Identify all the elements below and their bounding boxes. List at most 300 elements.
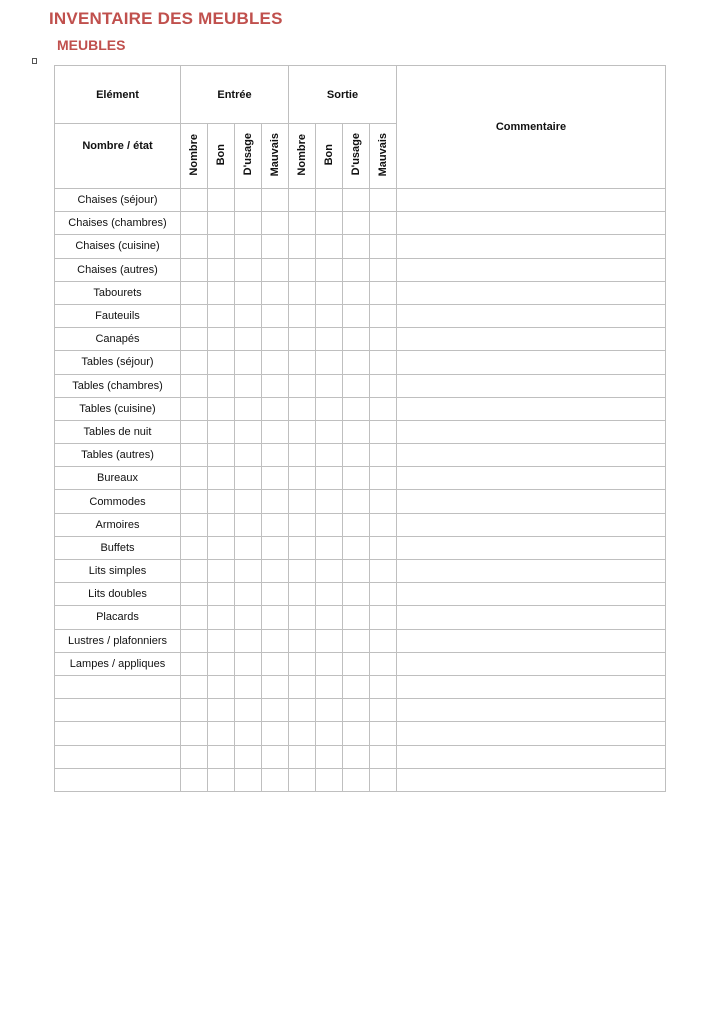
- cell-entree-bon[interactable]: [208, 328, 235, 351]
- cell-entree-mauvais[interactable]: [262, 745, 289, 768]
- cell-commentaire[interactable]: [397, 420, 666, 443]
- cell-sortie-mauvais[interactable]: [370, 652, 397, 675]
- table-row: [55, 328, 666, 351]
- cell-entree-nombre[interactable]: [181, 745, 208, 768]
- cell-sortie-mauvais[interactable]: [370, 374, 397, 397]
- cell-entree-bon[interactable]: [208, 606, 235, 629]
- cell-sortie-nombre[interactable]: [289, 397, 316, 420]
- cell-sortie-dusage[interactable]: [343, 212, 370, 235]
- cell-entree-dusage[interactable]: [235, 258, 262, 281]
- table-row: [55, 745, 666, 768]
- table-row: [55, 699, 666, 722]
- cell-entree-dusage[interactable]: [235, 513, 262, 536]
- cell-sortie-mauvais[interactable]: [370, 258, 397, 281]
- table-row: [55, 629, 666, 652]
- cell-entree-bon[interactable]: [208, 281, 235, 304]
- cell-sortie-mauvais[interactable]: [370, 768, 397, 791]
- cell-entree-bon[interactable]: [208, 420, 235, 443]
- cell-entree-bon[interactable]: [208, 258, 235, 281]
- cell-sortie-mauvais[interactable]: [370, 420, 397, 443]
- cell-entree-dusage[interactable]: [235, 490, 262, 513]
- header-sortie-mauvais: [370, 124, 397, 189]
- cell-entree-nombre[interactable]: [181, 351, 208, 374]
- cell-sortie-bon[interactable]: [316, 235, 343, 258]
- row-label: [55, 722, 181, 745]
- cell-commentaire[interactable]: [397, 212, 666, 235]
- cell-sortie-bon[interactable]: [316, 467, 343, 490]
- cell-entree-bon[interactable]: [208, 397, 235, 420]
- cell-entree-mauvais[interactable]: [262, 699, 289, 722]
- cell-entree-mauvais[interactable]: [262, 258, 289, 281]
- inventory-table-body: [55, 189, 666, 792]
- cell-entree-nombre[interactable]: [181, 513, 208, 536]
- row-label: Tables (cuisine): [55, 397, 181, 420]
- cell-sortie-nombre[interactable]: [289, 768, 316, 791]
- header-sortie-nombre: [289, 124, 316, 189]
- cell-entree-dusage[interactable]: [235, 467, 262, 490]
- cell-sortie-mauvais[interactable]: [370, 351, 397, 374]
- cell-commentaire[interactable]: [397, 490, 666, 513]
- cell-entree-dusage[interactable]: [235, 745, 262, 768]
- table-row: [55, 675, 666, 698]
- cell-sortie-mauvais[interactable]: [370, 560, 397, 583]
- table-row: [55, 490, 666, 513]
- cell-sortie-dusage[interactable]: [343, 467, 370, 490]
- cell-entree-bon[interactable]: [208, 189, 235, 212]
- cell-sortie-dusage[interactable]: [343, 490, 370, 513]
- cell-sortie-dusage[interactable]: [343, 583, 370, 606]
- cell-sortie-bon[interactable]: [316, 304, 343, 327]
- cell-sortie-bon[interactable]: [316, 652, 343, 675]
- cell-sortie-mauvais[interactable]: [370, 745, 397, 768]
- cell-sortie-mauvais[interactable]: [370, 304, 397, 327]
- cell-sortie-nombre[interactable]: [289, 444, 316, 467]
- cell-sortie-bon[interactable]: [316, 513, 343, 536]
- cell-entree-bon[interactable]: [208, 675, 235, 698]
- cell-sortie-dusage[interactable]: [343, 722, 370, 745]
- cell-entree-dusage[interactable]: [235, 675, 262, 698]
- cell-sortie-nombre[interactable]: [289, 536, 316, 559]
- cell-sortie-bon[interactable]: [316, 560, 343, 583]
- cell-sortie-dusage[interactable]: [343, 768, 370, 791]
- table-row: [55, 722, 666, 745]
- cell-sortie-dusage[interactable]: [343, 304, 370, 327]
- cell-sortie-mauvais[interactable]: [370, 583, 397, 606]
- cell-entree-dusage[interactable]: [235, 722, 262, 745]
- cell-sortie-mauvais[interactable]: [370, 675, 397, 698]
- row-label: Chaises (chambres): [55, 212, 181, 235]
- cell-entree-nombre[interactable]: [181, 304, 208, 327]
- cell-sortie-bon[interactable]: [316, 536, 343, 559]
- cell-sortie-nombre[interactable]: [289, 351, 316, 374]
- cell-sortie-bon[interactable]: [316, 768, 343, 791]
- cell-entree-nombre[interactable]: [181, 699, 208, 722]
- cell-entree-dusage[interactable]: [235, 652, 262, 675]
- cell-entree-bon[interactable]: [208, 583, 235, 606]
- cell-sortie-mauvais[interactable]: [370, 629, 397, 652]
- row-label: Chaises (séjour): [55, 189, 181, 212]
- table-row: [55, 304, 666, 327]
- header-element: Elément: [55, 66, 181, 124]
- cell-entree-nombre[interactable]: [181, 258, 208, 281]
- cell-sortie-bon[interactable]: [316, 258, 343, 281]
- cell-commentaire[interactable]: [397, 675, 666, 698]
- cell-commentaire[interactable]: [397, 583, 666, 606]
- row-label: Buffets: [55, 536, 181, 559]
- cell-entree-dusage[interactable]: [235, 304, 262, 327]
- cell-sortie-nombre[interactable]: [289, 513, 316, 536]
- cell-entree-nombre[interactable]: [181, 583, 208, 606]
- cell-sortie-nombre[interactable]: [289, 490, 316, 513]
- cell-entree-dusage[interactable]: [235, 583, 262, 606]
- row-label: [55, 699, 181, 722]
- cell-commentaire[interactable]: [397, 189, 666, 212]
- table-row: [55, 536, 666, 559]
- cell-entree-mauvais[interactable]: [262, 281, 289, 304]
- cell-sortie-bon[interactable]: [316, 420, 343, 443]
- cell-entree-mauvais[interactable]: [262, 768, 289, 791]
- cell-entree-bon[interactable]: [208, 722, 235, 745]
- cell-entree-mauvais[interactable]: [262, 513, 289, 536]
- cell-entree-mauvais[interactable]: [262, 351, 289, 374]
- cell-sortie-dusage[interactable]: [343, 675, 370, 698]
- cell-sortie-nombre[interactable]: [289, 606, 316, 629]
- row-label: Commodes: [55, 490, 181, 513]
- cell-entree-bon[interactable]: [208, 490, 235, 513]
- cell-sortie-dusage[interactable]: [343, 258, 370, 281]
- cell-entree-bon[interactable]: [208, 212, 235, 235]
- cell-entree-dusage[interactable]: [235, 606, 262, 629]
- cell-sortie-bon[interactable]: [316, 629, 343, 652]
- cell-commentaire[interactable]: [397, 304, 666, 327]
- table-row: [55, 212, 666, 235]
- cell-entree-bon[interactable]: [208, 745, 235, 768]
- cell-commentaire[interactable]: [397, 768, 666, 791]
- cell-commentaire[interactable]: [397, 722, 666, 745]
- cell-entree-dusage[interactable]: [235, 374, 262, 397]
- cell-sortie-mauvais[interactable]: [370, 490, 397, 513]
- cell-sortie-bon[interactable]: [316, 490, 343, 513]
- cell-sortie-dusage[interactable]: [343, 745, 370, 768]
- cell-sortie-nombre[interactable]: [289, 699, 316, 722]
- cell-commentaire[interactable]: [397, 536, 666, 559]
- cell-entree-mauvais[interactable]: [262, 536, 289, 559]
- cell-entree-mauvais[interactable]: [262, 490, 289, 513]
- cell-sortie-nombre[interactable]: [289, 467, 316, 490]
- cell-entree-nombre[interactable]: [181, 467, 208, 490]
- cell-sortie-bon[interactable]: [316, 606, 343, 629]
- cell-entree-dusage[interactable]: [235, 629, 262, 652]
- cell-entree-dusage[interactable]: [235, 536, 262, 559]
- cell-entree-mauvais[interactable]: [262, 722, 289, 745]
- row-label: Lampes / appliques: [55, 652, 181, 675]
- cell-entree-mauvais[interactable]: [262, 583, 289, 606]
- row-label: Placards: [55, 606, 181, 629]
- cell-entree-nombre[interactable]: [181, 606, 208, 629]
- cell-entree-bon[interactable]: [208, 374, 235, 397]
- cell-entree-mauvais[interactable]: [262, 606, 289, 629]
- cell-entree-nombre[interactable]: [181, 560, 208, 583]
- row-label: Tables (chambres): [55, 374, 181, 397]
- cell-entree-dusage[interactable]: [235, 420, 262, 443]
- cell-sortie-dusage[interactable]: [343, 351, 370, 374]
- cell-entree-dusage[interactable]: [235, 281, 262, 304]
- cell-entree-mauvais[interactable]: [262, 629, 289, 652]
- table-row: [55, 189, 666, 212]
- cell-entree-dusage[interactable]: [235, 351, 262, 374]
- row-label: Tabourets: [55, 281, 181, 304]
- cell-sortie-mauvais[interactable]: [370, 281, 397, 304]
- cell-sortie-mauvais[interactable]: [370, 467, 397, 490]
- cell-entree-nombre[interactable]: [181, 444, 208, 467]
- row-label: Bureaux: [55, 467, 181, 490]
- cell-sortie-nombre[interactable]: [289, 420, 316, 443]
- cell-commentaire[interactable]: [397, 444, 666, 467]
- cell-sortie-nombre[interactable]: [289, 258, 316, 281]
- cell-sortie-nombre[interactable]: [289, 328, 316, 351]
- cell-commentaire[interactable]: [397, 745, 666, 768]
- cell-sortie-bon[interactable]: [316, 328, 343, 351]
- table-row: [55, 513, 666, 536]
- cell-entree-nombre[interactable]: [181, 420, 208, 443]
- cell-sortie-mauvais[interactable]: [370, 606, 397, 629]
- cell-sortie-bon[interactable]: [316, 699, 343, 722]
- cell-entree-nombre[interactable]: [181, 768, 208, 791]
- header-entree-nombre: [181, 124, 208, 189]
- cell-sortie-nombre[interactable]: [289, 189, 316, 212]
- cell-sortie-dusage[interactable]: [343, 444, 370, 467]
- cell-entree-dusage[interactable]: [235, 444, 262, 467]
- cell-entree-bon[interactable]: [208, 768, 235, 791]
- cell-commentaire[interactable]: [397, 258, 666, 281]
- document-title: INVENTAIRE DES MEUBLES: [49, 9, 283, 28]
- cell-entree-dusage[interactable]: [235, 212, 262, 235]
- cell-commentaire[interactable]: [397, 281, 666, 304]
- cell-entree-bon[interactable]: [208, 560, 235, 583]
- cell-sortie-mauvais[interactable]: [370, 513, 397, 536]
- cell-commentaire[interactable]: [397, 374, 666, 397]
- header-nombre-etat-label: Nombre / état: [82, 140, 153, 152]
- cell-sortie-bon[interactable]: [316, 212, 343, 235]
- cell-entree-mauvais[interactable]: [262, 467, 289, 490]
- cell-entree-dusage[interactable]: [235, 328, 262, 351]
- cell-entree-bon[interactable]: [208, 467, 235, 490]
- cell-sortie-dusage[interactable]: [343, 513, 370, 536]
- row-label: [55, 745, 181, 768]
- cell-sortie-bon[interactable]: [316, 583, 343, 606]
- cell-entree-mauvais[interactable]: [262, 444, 289, 467]
- cell-entree-bon[interactable]: [208, 304, 235, 327]
- cell-sortie-bon[interactable]: [316, 397, 343, 420]
- cell-sortie-nombre[interactable]: [289, 212, 316, 235]
- row-label: Tables de nuit: [55, 420, 181, 443]
- cell-sortie-mauvais[interactable]: [370, 397, 397, 420]
- row-label: [55, 768, 181, 791]
- cell-commentaire[interactable]: [397, 467, 666, 490]
- header-entree-bon: [208, 124, 235, 189]
- row-label: Chaises (cuisine): [55, 235, 181, 258]
- cell-sortie-dusage[interactable]: [343, 560, 370, 583]
- cell-sortie-nombre[interactable]: [289, 745, 316, 768]
- cell-entree-mauvais[interactable]: [262, 374, 289, 397]
- cell-entree-dusage[interactable]: [235, 560, 262, 583]
- cell-sortie-mauvais[interactable]: [370, 235, 397, 258]
- cell-entree-bon[interactable]: [208, 629, 235, 652]
- cell-sortie-dusage[interactable]: [343, 374, 370, 397]
- cell-sortie-nombre[interactable]: [289, 235, 316, 258]
- cell-sortie-dusage[interactable]: [343, 606, 370, 629]
- cell-entree-nombre[interactable]: [181, 189, 208, 212]
- cell-entree-nombre[interactable]: [181, 536, 208, 559]
- cell-sortie-dusage[interactable]: [343, 652, 370, 675]
- cell-entree-dusage[interactable]: [235, 235, 262, 258]
- cell-sortie-nombre[interactable]: [289, 374, 316, 397]
- section-title: MEUBLES: [57, 37, 126, 53]
- table-row: [55, 560, 666, 583]
- cell-entree-bon[interactable]: [208, 351, 235, 374]
- cell-entree-mauvais[interactable]: [262, 560, 289, 583]
- cell-entree-bon[interactable]: [208, 652, 235, 675]
- table-row: [55, 420, 666, 443]
- cell-sortie-bon[interactable]: [316, 444, 343, 467]
- header-sortie-bon: [316, 124, 343, 189]
- row-label: Lits simples: [55, 560, 181, 583]
- cell-sortie-nombre[interactable]: [289, 560, 316, 583]
- cell-entree-mauvais[interactable]: [262, 189, 289, 212]
- row-label: Lustres / plafonniers: [55, 629, 181, 652]
- cell-commentaire[interactable]: [397, 328, 666, 351]
- cell-commentaire[interactable]: [397, 699, 666, 722]
- cell-sortie-mauvais[interactable]: [370, 699, 397, 722]
- row-label: [55, 675, 181, 698]
- cell-entree-nombre[interactable]: [181, 652, 208, 675]
- cell-sortie-dusage[interactable]: [343, 281, 370, 304]
- table-row: [55, 397, 666, 420]
- cell-commentaire[interactable]: [397, 652, 666, 675]
- cell-entree-dusage[interactable]: [235, 397, 262, 420]
- cell-sortie-nombre[interactable]: [289, 722, 316, 745]
- row-label: Armoires: [55, 513, 181, 536]
- header-sortie-dusage-label: D'usage: [350, 133, 362, 176]
- cell-sortie-bon[interactable]: [316, 189, 343, 212]
- cell-entree-nombre[interactable]: [181, 490, 208, 513]
- cell-entree-bon[interactable]: [208, 699, 235, 722]
- cell-entree-nombre[interactable]: [181, 629, 208, 652]
- cell-sortie-dusage[interactable]: [343, 189, 370, 212]
- cell-entree-dusage[interactable]: [235, 699, 262, 722]
- row-label: Canapés: [55, 328, 181, 351]
- header-entree-nombre-label: Nombre: [188, 133, 200, 176]
- cell-commentaire[interactable]: [397, 397, 666, 420]
- cell-entree-nombre[interactable]: [181, 675, 208, 698]
- header-nombre-etat: [55, 124, 181, 189]
- row-label: Tables (séjour): [55, 351, 181, 374]
- row-label: Tables (autres): [55, 444, 181, 467]
- cell-entree-bon[interactable]: [208, 536, 235, 559]
- cell-sortie-dusage[interactable]: [343, 235, 370, 258]
- cell-sortie-nombre[interactable]: [289, 304, 316, 327]
- cell-sortie-nombre[interactable]: [289, 281, 316, 304]
- cell-entree-mauvais[interactable]: [262, 304, 289, 327]
- cell-sortie-mauvais[interactable]: [370, 212, 397, 235]
- cell-sortie-mauvais[interactable]: [370, 189, 397, 212]
- cell-commentaire[interactable]: [397, 513, 666, 536]
- cell-entree-mauvais[interactable]: [262, 212, 289, 235]
- cell-commentaire[interactable]: [397, 606, 666, 629]
- table-row: [55, 351, 666, 374]
- cell-sortie-mauvais[interactable]: [370, 444, 397, 467]
- table-row: [55, 652, 666, 675]
- cell-sortie-nombre[interactable]: [289, 675, 316, 698]
- cell-entree-mauvais[interactable]: [262, 397, 289, 420]
- header-sortie-mauvais-label: Mauvais: [377, 132, 389, 177]
- cell-commentaire[interactable]: [397, 629, 666, 652]
- cell-entree-mauvais[interactable]: [262, 675, 289, 698]
- cell-sortie-nombre[interactable]: [289, 583, 316, 606]
- header-entree-dusage: [235, 124, 262, 189]
- cell-sortie-mauvais[interactable]: [370, 722, 397, 745]
- table-row: [55, 467, 666, 490]
- cell-commentaire[interactable]: [397, 351, 666, 374]
- cell-commentaire[interactable]: [397, 560, 666, 583]
- row-label: Chaises (autres): [55, 258, 181, 281]
- header-row-primary: [55, 66, 666, 124]
- cell-entree-mauvais[interactable]: [262, 235, 289, 258]
- cell-sortie-bon[interactable]: [316, 351, 343, 374]
- cell-entree-mauvais[interactable]: [262, 328, 289, 351]
- cell-entree-bon[interactable]: [208, 235, 235, 258]
- cell-entree-nombre[interactable]: [181, 281, 208, 304]
- header-entree-dusage-label: D'usage: [242, 133, 254, 176]
- header-entree-mauvais-label: Mauvais: [269, 132, 281, 177]
- cell-sortie-dusage[interactable]: [343, 536, 370, 559]
- cell-sortie-nombre[interactable]: [289, 629, 316, 652]
- cell-entree-mauvais[interactable]: [262, 420, 289, 443]
- row-label: Fauteuils: [55, 304, 181, 327]
- cell-entree-nombre[interactable]: [181, 212, 208, 235]
- cell-sortie-dusage[interactable]: [343, 397, 370, 420]
- cell-entree-nombre[interactable]: [181, 722, 208, 745]
- header-entree-bon-label: Bon: [215, 143, 227, 166]
- cell-entree-nombre[interactable]: [181, 328, 208, 351]
- table-row: [55, 258, 666, 281]
- cell-sortie-bon[interactable]: [316, 675, 343, 698]
- header-sortie-dusage: [343, 124, 370, 189]
- cell-entree-bon[interactable]: [208, 513, 235, 536]
- cell-sortie-dusage[interactable]: [343, 328, 370, 351]
- cell-entree-nombre[interactable]: [181, 235, 208, 258]
- row-label: Lits doubles: [55, 583, 181, 606]
- cell-commentaire[interactable]: [397, 235, 666, 258]
- cell-sortie-mauvais[interactable]: [370, 536, 397, 559]
- cell-entree-mauvais[interactable]: [262, 652, 289, 675]
- cell-entree-nombre[interactable]: [181, 397, 208, 420]
- cell-sortie-bon[interactable]: [316, 722, 343, 745]
- cell-sortie-bon[interactable]: [316, 745, 343, 768]
- cell-entree-bon[interactable]: [208, 444, 235, 467]
- cell-sortie-dusage[interactable]: [343, 699, 370, 722]
- cell-entree-dusage[interactable]: [235, 189, 262, 212]
- cell-sortie-nombre[interactable]: [289, 652, 316, 675]
- cell-sortie-bon[interactable]: [316, 281, 343, 304]
- cell-sortie-mauvais[interactable]: [370, 328, 397, 351]
- cell-sortie-dusage[interactable]: [343, 420, 370, 443]
- cell-entree-nombre[interactable]: [181, 374, 208, 397]
- cell-entree-dusage[interactable]: [235, 768, 262, 791]
- table-row: [55, 768, 666, 791]
- cell-sortie-bon[interactable]: [316, 374, 343, 397]
- cell-sortie-dusage[interactable]: [343, 629, 370, 652]
